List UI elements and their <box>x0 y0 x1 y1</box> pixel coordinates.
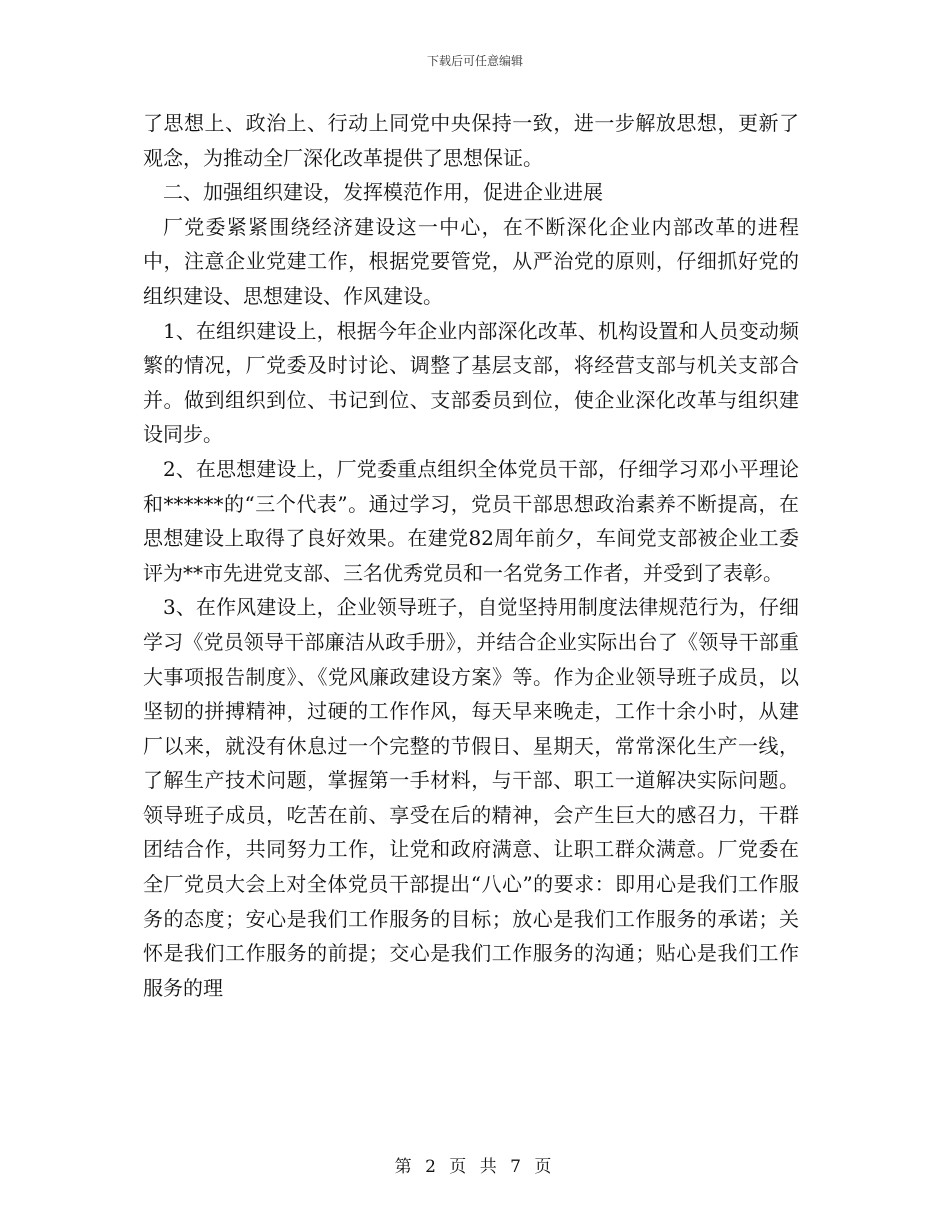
page-footer: 第 2 页 共 7 页 <box>394 1157 556 1177</box>
paragraph-ideology: 2、在思想建设上，厂党委重点组织全体党员干部，仔细学习邓小平理论和******的“三个代表”。通过学习，党员干部思想政治素养不断提高，在思想建设上取得了良好效果。在建党82周年前夕，车间党支部被企业工委评为**市先进党支部、三名优秀党员和一名党务工作者，并受到了表彰。 <box>143 456 799 585</box>
paragraph-organization: 1、在组织建设上，根据今年企业内部深化改革、机构设置和人员变动频繁的情况，厂党委及时讨论、调整了基层支部，将经营支部与机关支部合并。做到组织到位、书记到位、支部委员到位，使企业深化改革与组织建设同步。 <box>143 318 799 447</box>
section-heading-2: 二、加强组织建设，发挥模范作用，促进企业进展 <box>163 180 603 205</box>
paragraph-1: 了思想上、政治上、行动上同党中央保持一致，进一步解放思想，更新了观念，为推动全厂深化改革提供了思想保证。 <box>143 111 799 170</box>
page-header: 下载后可任意编辑 <box>426 54 523 68</box>
document-body <box>143 106 799 1005</box>
paragraph-style: 3、在作风建设上，企业领导班子，自觉坚持用制度法律规范行为，仔细学习《党员领导干部廉洁从政手册》，并结合企业实际出台了《领导干部重大事项报告制度》、《党风廉政建设方案》等。作为企业领导班子成员，以坚韧的拼搏精神，过硬的工作作风，每天早来晚走，工作十余小时，从建厂以来，就没有休息过一个完整的节假日、星期天，常常深化生产一线，了解生产技术问题，掌握第一手材料，与干部、职工一道解决实际问题。领导班子成员，吃苦在前、享受在后的精神，会产生巨大的感召力，干群团结合作，共同努力工作，让党和政府满意、让职工群众满意。厂党委在全厂党员大会上对全体党员干部提出“八心”的要求：即用心是我们工作服务的态度；安心是我们工作服务的目标；放心是我们工作服务的承诺；关怀是我们工作服务的前提；交心是我们工作服务的沟通；贴心是我们工作服务的理 <box>143 595 799 1000</box>
paragraph-3: 厂党委紧紧围绕经济建设这一中心，在不断深化企业内部改革的进程中，注意企业党建工作，根据党要管党，从严治党的原则，仔细抓好党的组织建设、思想建设、作风建设。 <box>143 214 799 308</box>
